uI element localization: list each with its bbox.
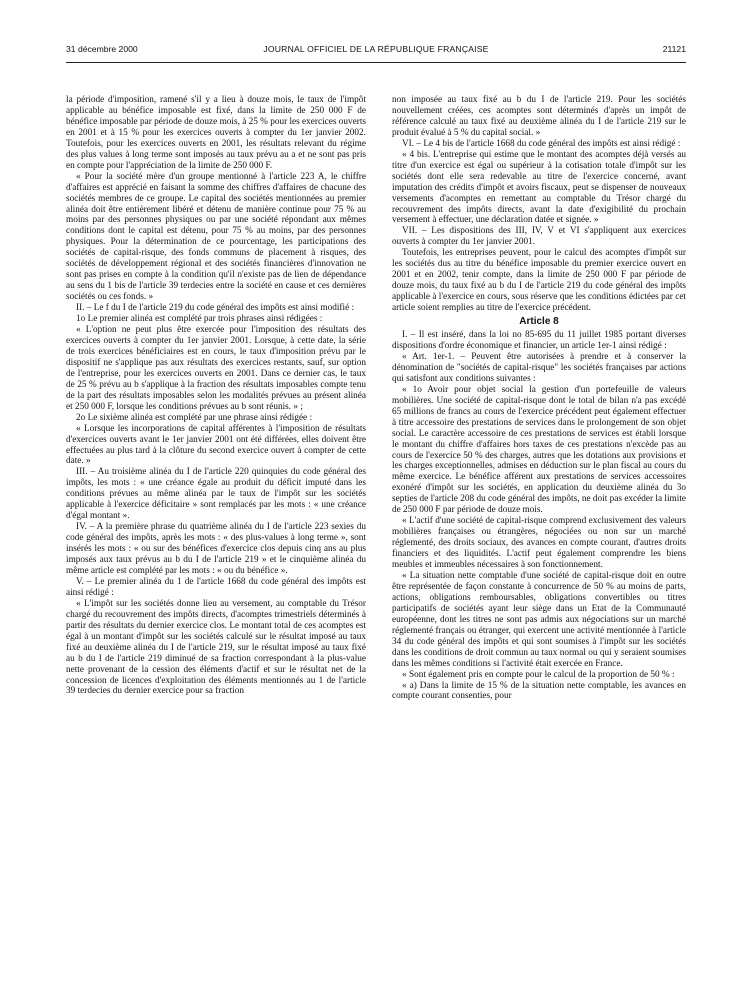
paragraph: la période d'imposition, ramené s'il y a lieu à douze mois, le taux de l'impôt applicable au bénéfice imposable est fixé, dans la limite de 250 000 F de bénéfice imposable par période de douze mois, à 25 % pour les exercices ouverts en 2001 et à 15 % pour les exercices ouverts à compter du 1er janvier 2002. Toutefois, pour les exercices ouverts en 2001, les résultats relevant du régime des plus values à long terme sont imposés au taux prévu au a et ne sont pas pris en compte pour l'appréciation de la limite de 250 000 F. <box>66 95 366 171</box>
header-date: 31 décembre 2000 <box>66 44 138 54</box>
paragraph: « 1o Avoir pour objet social la gestion d'un portefeuille de valeurs mobilières. Une société de capital-risque dont le total de bilan n'a pas excédé 65 millions de francs au cours de l'exercice précédent peut également effectuer à titre accessoire des prestations de services dans le prolongement de son objet social. Le caractère accessoire de ces prestations de services est établi lorsque le montant du chiffre d'affaires hors taxes de ces prestations n'excède pas au cours de l'exercice 50 % des charges, autres que les dotations aux provisions et les charges exceptionnelles, admises en déduction sur le plan fiscal au cours du même exercice. Le bénéfice afférent aux prestations de services accessoires exonéré d'impôt sur les sociétés, en application du deuxième alinéa du 3o septies de l'article 208 du code général des impôts, ne doit pas excéder la limite de 250 000 F par période de douze mois. <box>392 384 686 516</box>
paragraph: VII. – Les dispositions des III, IV, V et VI s'appliquent aux exercices ouverts à compter du 1er janvier 2001. <box>392 226 686 248</box>
paragraph: « L'impôt sur les sociétés donne lieu au versement, au comptable du Trésor chargé du recouvrement des impôts directs, d'acomptes trimestriels déterminés à partir des résultats du dernier exercice clos. Le montant total de ces acomptes est égal à un montant d'impôt sur les sociétés calculé sur le résultat imposé au taux fixé au deuxième alinéa du I de l'article 219, sur le résultat imposé au taux fixé au b du I de l'article 219 diminué de sa fraction correspondant à la plus-value nette provenant de la cession des éléments d'actif et sur le résultat net de la concession de licences d'exploitation des éléments mentionnés au 1 de l'article 39 terdecies du dernier exercice pour sa fraction <box>66 598 366 697</box>
paragraph: V. – Le premier alinéa du 1 de l'article 1668 du code général des impôts est ainsi rédigé : <box>66 576 366 598</box>
paragraph: « Lorsque les incorporations de capital afférentes à l'imposition de résultats d'exercices ouverts avant le 1er janvier 2001 ont été différées, elles doivent être effectuées au plus tard à la clôture du second exercice ouvert à compter de cette date. » <box>66 423 366 467</box>
paragraph: « La situation nette comptable d'une société de capital-risque doit en outre être représentée de façon constante à concurrence de 50 % au moins de parts, actions, obligations remboursables, obligations convertibles ou titres participatifs de sociétés ayant leur siège dans un Etat de la Communauté européenne, dont les titres ne sont pas admis aux négociations sur un marché réglementé français ou étranger, qui exercent une activité mentionnée à l'article 34 du code général des impôts et qui sont soumises à l'impôt sur les sociétés dans les conditions de droit commun au taux normal ou qui y seraient soumises dans les mêmes conditions si l'activité était exercée en France. <box>392 570 686 669</box>
article-heading: Article 8 <box>519 316 559 328</box>
paragraph: 2o Le sixième alinéa est complété par une phrase ainsi rédigée : <box>76 412 313 423</box>
paragraph: « Art. 1er-1. – Peuvent être autorisées à prendre et à conserver la dénomination de "sociétés de capital-risque" les sociétés françaises par actions qui satisfont aux conditions suivantes : <box>392 351 686 384</box>
page-header <box>66 44 686 60</box>
header-journal-title: JOURNAL OFFICIEL DE LA RÉPUBLIQUE FRANÇAISE <box>263 44 489 54</box>
paragraph: « L'option ne peut plus être exercée pour l'imposition des résultats des exercices ouverts à compter du 1er janvier 2001. Lorsque, à cette date, la série de trois exercices bénéficiaires est en cours, le taux d'imposition prévu par le dispositif ne s'applique pas aux résultats des exercices restants, sauf, sur option de l'entreprise, pour les exercices ouverts en 2001. Dans ce dernier cas, le taux de 25 % prévu au b s'applique à la fraction des résultats imposables compte tenu de la part des résultats imposables selon les modalités prévues au présent alinéa et 250 000 F, lorsque les conditions prévues au b sont réunis. » ; <box>66 325 366 412</box>
header-rule <box>66 62 686 63</box>
paragraph: non imposée au taux fixé au b du I de l'article 219. Pour les sociétés nouvellement créées, ces acomptes sont déterminés d'après un impôt de référence calculé au taux fixé au deuxième alinéa du I de l'article 219 sur le produit évalué à 5 % du capital social. » <box>392 95 686 138</box>
paragraph: « 4 bis. L'entreprise qui estime que le montant des acomptes déjà versés au titre d'un exercice est égal ou supérieur à la cotisation totale d'impôt sur les sociétés dont elle sera redevable au titre de l'exercice concerné, avant imputation des crédits d'impôt et avoirs fiscaux, peut se dispenser de nouveaux versements d'acomptes en remettant au comptable du Trésor chargé du recouvrement des impôts directs, avant la date d'exigibilité du prochain versement à effectuer, une déclaration datée et signée. » <box>392 149 686 226</box>
header-page-number: 21121 <box>662 44 686 54</box>
paragraph: II. – Le f du I de l'article 219 du code général des impôts est ainsi modifié : <box>76 303 355 314</box>
paragraph: Toutefois, les entreprises peuvent, pour le calcul des acomptes d'impôt sur les sociétés dus au titre du bénéfice imposable du premier exercice ouvert en 2001 et en 2002, tenir compte, dans la limite de 250 000 F par période de douze mois, du taux fixé au b du I de l'article 219 du code général des impôts applicable à l'exercice en cours, sous réserve que les conditions édictées par cet article soient remplies au titre de l'exercice précédent. <box>392 248 686 314</box>
paragraph: III. – Au troisième alinéa du I de l'article 220 quinquies du code général des impôts, les mots : « une créance égale au produit du déficit imputé dans les conditions prévues au même alinéa par le taux de l'impôt sur les sociétés applicable à l'exercice déficitaire » sont remplacés par les mots : « une créance d'égal montant ». <box>66 467 366 522</box>
paragraph: « Pour la société mère d'un groupe mentionné à l'article 223 A, le chiffre d'affaires est apprécié en faisant la somme des chiffres d'affaires de chacune des sociétés membres de ce groupe. Le capital des sociétés mentionnées au premier alinéa doit être entièrement libéré et détenu de manière continue pour 75 % au moins par des personnes physiques ou par une société répondant aux mêmes conditions dont le capital est détenu, pour 75 % au moins, par des personnes physiques. Pour la détermination de ce pourcentage, les participations des sociétés de capital-risque, des fonds communs de placement à risques, des sociétés de développement régional et des sociétés financières d'innovation ne sont pas prises en compte à la condition qu'il n'existe pas de lien de dépendance au sens du 1 bis de l'article 39 terdecies entre la société en cause et ces dernières sociétés ou ces fonds. » <box>66 171 366 303</box>
paragraph: IV. – A la première phrase du quatrième alinéa du I de l'article 223 sexies du code général des impôts, après les mots : « des plus-values à long terme », sont insérés les mots : « ou sur des bénéfices d'exercice clos depuis cinq ans au plus imposés aux taux prévus au b du I de l'article 219 » et le cinquième alinéa du même article est complété par les mots : « ou du bénéfice ». <box>66 522 366 576</box>
paragraph: « Sont également pris en compte pour le calcul de la proportion de 50 % : <box>402 669 675 680</box>
paragraph: I. – Il est inséré, dans la loi no 85-695 du 11 juillet 1985 portant diverses dispositions d'ordre économique et financier, un article 1er-1 ainsi rédigé : <box>392 330 686 351</box>
left-column <box>66 95 366 980</box>
right-column <box>392 95 686 980</box>
paragraph: « a) Dans la limite de 15 % de la situation nette comptable, les avances en compte courant consenties, pour <box>392 680 686 702</box>
paragraph: « L'actif d'une société de capital-risque comprend exclusivement des valeurs mobilières françaises ou étrangères, négociées ou non sur un marché réglementé, des droits sociaux, des avances en compte courant, d'autres droits financiers et des liquidités. L'actif peut également comprendre les biens meubles et immeubles nécessaires à son fonctionnement. <box>392 516 686 571</box>
paragraph: VI. – Le 4 bis de l'article 1668 du code général des impôts est ainsi rédigé : <box>402 138 681 149</box>
paragraph: 1o Le premier alinéa est complété par trois phrases ainsi rédigées : <box>76 314 323 325</box>
